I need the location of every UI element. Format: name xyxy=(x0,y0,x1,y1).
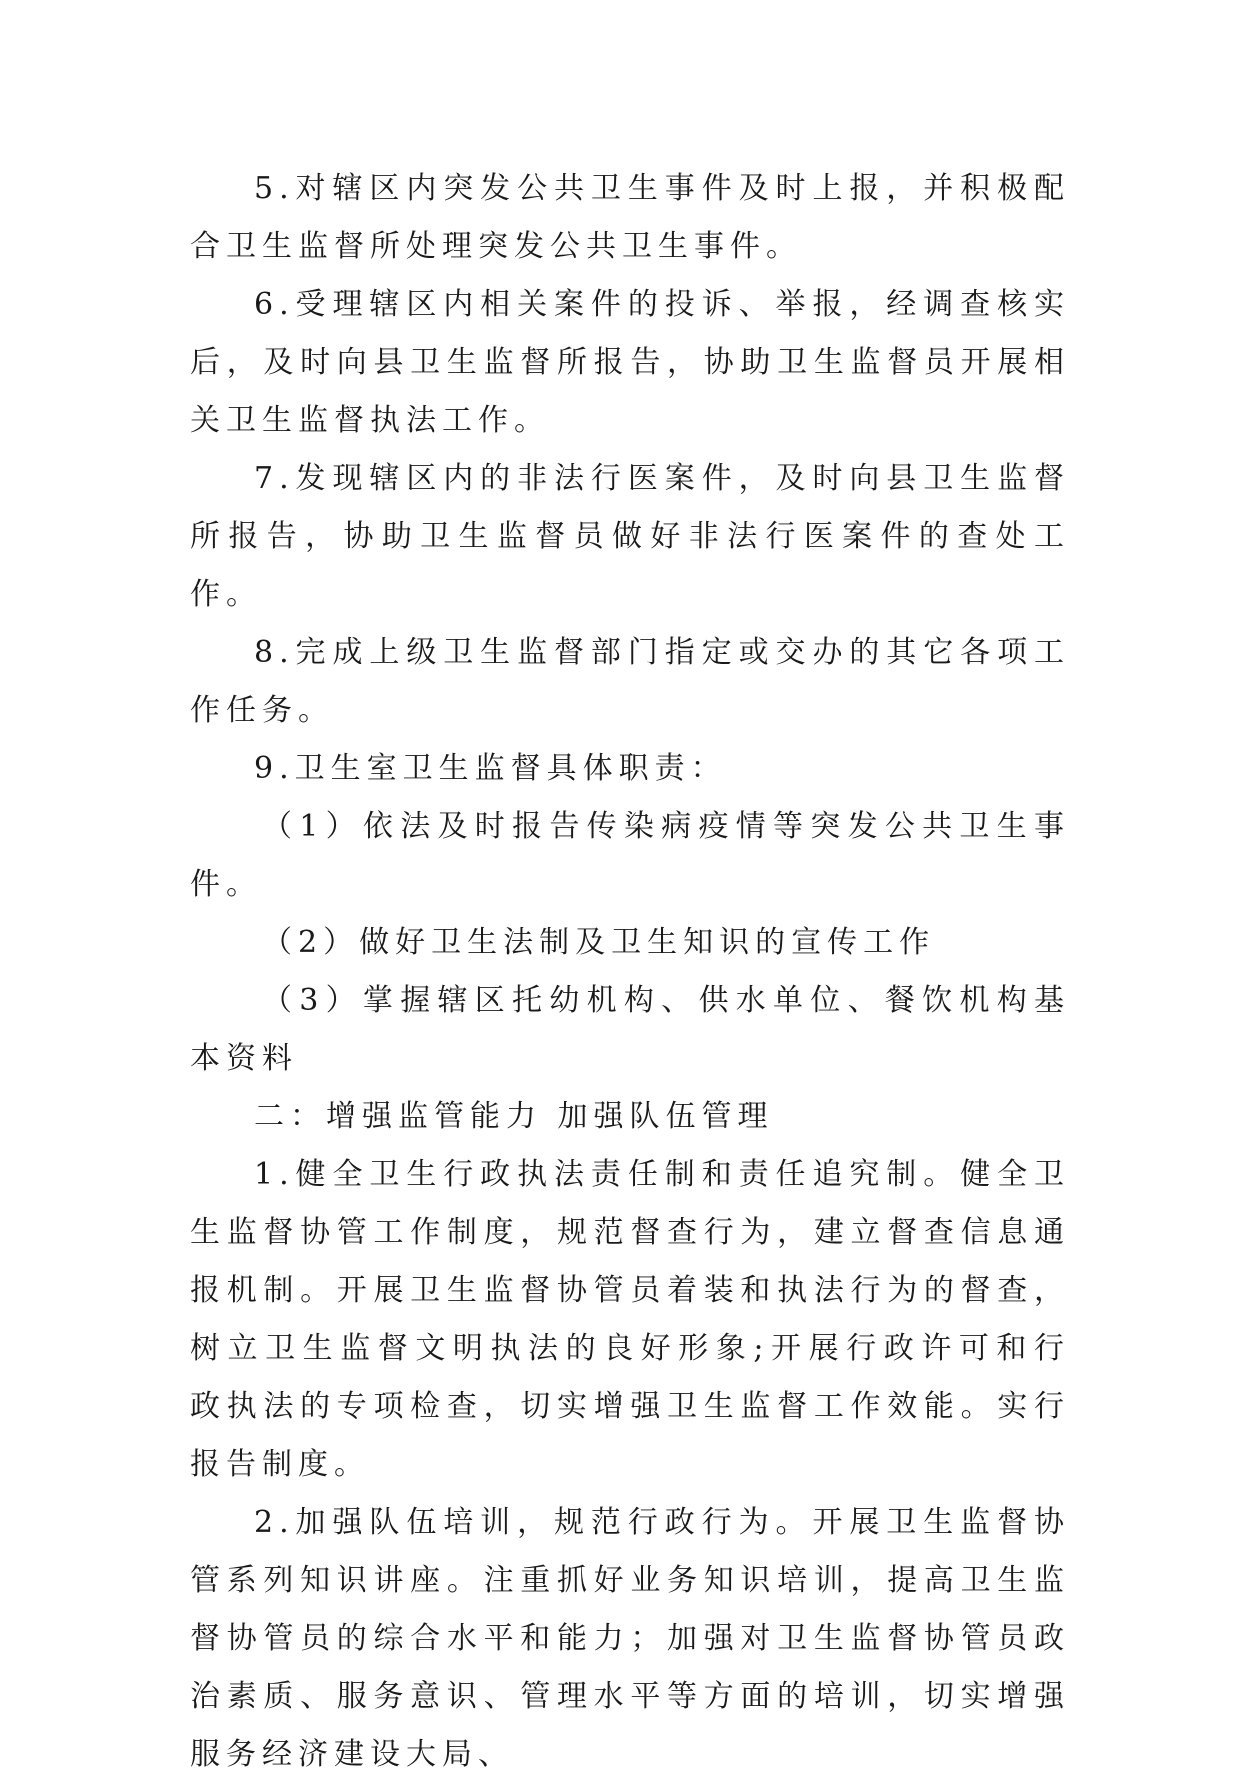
section-heading: 二：增强监管能力 加强队伍管理 xyxy=(254,1099,774,1134)
document-body xyxy=(190,160,1070,1784)
paragraph-item-5: 5.对辖区内突发公共卫生事件及时上报，并积极配合卫生监督所处理突发公共卫生事件。 xyxy=(190,171,1070,264)
paragraph-item-9: 9.卫生室卫生监督具体职责： xyxy=(254,751,727,786)
paragraph-item-2: 2.加强队伍培训，规范行政行为。开展卫生监督协管系列知识讲座。注重抓好业务知识培训，提高卫生监督协管员的综合水平和能力；加强对卫生监督协管员政治素质、服务意识、管理水平等方面的培训，切实增强服务经济建设大局、 xyxy=(190,1505,1070,1772)
paragraph-item-7: 7.发现辖区内的非法行医案件，及时向县卫生监督所报告，协助卫生监督员做好非法行医案件的查处工作。 xyxy=(190,461,1070,612)
sub-item-3: （3）掌握辖区托幼机构、供水单位、餐饮机构基本资料 xyxy=(190,983,1070,1076)
paragraph-item-8: 8.完成上级卫生监督部门指定或交办的其它各项工作任务。 xyxy=(190,635,1070,728)
sub-item-1: （1）依法及时报告传染病疫情等突发公共卫生事件。 xyxy=(190,809,1070,902)
sub-item-2: （2）做好卫生法制及卫生知识的宣传工作 xyxy=(262,925,936,960)
paragraph-item-1: 1.健全卫生行政执法责任制和责任追究制。健全卫生监督协管工作制度，规范督查行为，建立督查信息通报机制。开展卫生监督协管员着装和执法行为的督查，树立卫生监督文明执法的良好形象;开展行政许可和行政执法的专项检查，切实增强卫生监督工作效能。实行报告制度。 xyxy=(190,1157,1070,1482)
paragraph-item-6: 6.受理辖区内相关案件的投诉、举报，经调查核实后，及时向县卫生监督所报告，协助卫生监督员开展相关卫生监督执法工作。 xyxy=(190,287,1070,438)
